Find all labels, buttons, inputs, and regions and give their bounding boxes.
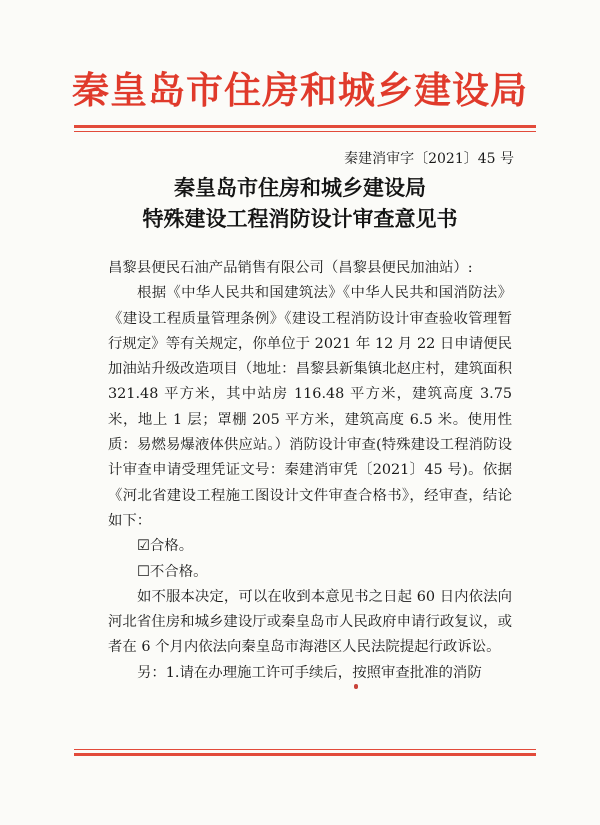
red-ink-mark bbox=[354, 684, 358, 689]
paragraph-main: 根据《中华人民共和国建筑法》《中华人民共和国消防法》《建设工程质量管理条例》《建设工程消防设计审查验收管理暂行规定》等有关规定，你单位于 2021 年 12 月 22 日申请便民加油站升级改造项目（地址：昌黎县新集镇北赵庄村，建筑面积 321.48 平方米，其中站房 116.48 平方米，建筑高度 3.75 米，地上 1 层；罩棚 205 平方米，建筑高度 6.5 米。使用性质：易燃易爆液体供应站。）消防设计审查(特殊建设工程消防设计审查申请受理凭证文号：秦建消审凭〔2021〕45 号)。依据《河北省建设工程施工图设计文件审查合格书》，经审查，结论如下： bbox=[108, 285, 512, 529]
footer-divider-thin bbox=[74, 749, 536, 750]
checked-box-icon: ☑ bbox=[137, 538, 150, 555]
document-number: 秦建消审字〔2021〕45 号 bbox=[344, 151, 514, 167]
masthead-divider-thin bbox=[74, 131, 536, 132]
document-title-line2: 特殊建设工程消防设计审查意见书 bbox=[142, 207, 458, 231]
option-fail bbox=[108, 560, 512, 585]
option-pass bbox=[108, 534, 512, 559]
footer-divider-thick bbox=[74, 753, 536, 756]
masthead-organization: 秦皇岛市住房和城乡建设局 bbox=[72, 69, 528, 112]
option-fail-label: 不合格。 bbox=[149, 563, 208, 580]
document-title-line1: 秦皇岛市住房和城乡建设局 bbox=[174, 176, 426, 200]
masthead-divider-thick bbox=[74, 125, 536, 128]
option-pass-label: 合格。 bbox=[149, 538, 194, 555]
recipient-line: 昌黎县便民石油产品销售有限公司（昌黎县便民加油站）: bbox=[108, 260, 473, 276]
paragraph-appeal: 如不服本决定，可以在收到本意见书之日起 60 日内依法向河北省住房和城乡建设厅或秦皇岛市人民政府申请行政复议，或者在 6 个月内依法向秦皇岛市海港区人民法院提起行政诉讼。 bbox=[108, 588, 512, 656]
unchecked-box-icon: ☐ bbox=[137, 563, 150, 580]
document-body bbox=[108, 256, 512, 686]
paragraph-note: 另：1.请在办理施工许可手续后，按照审查批准的消防 bbox=[137, 664, 482, 681]
